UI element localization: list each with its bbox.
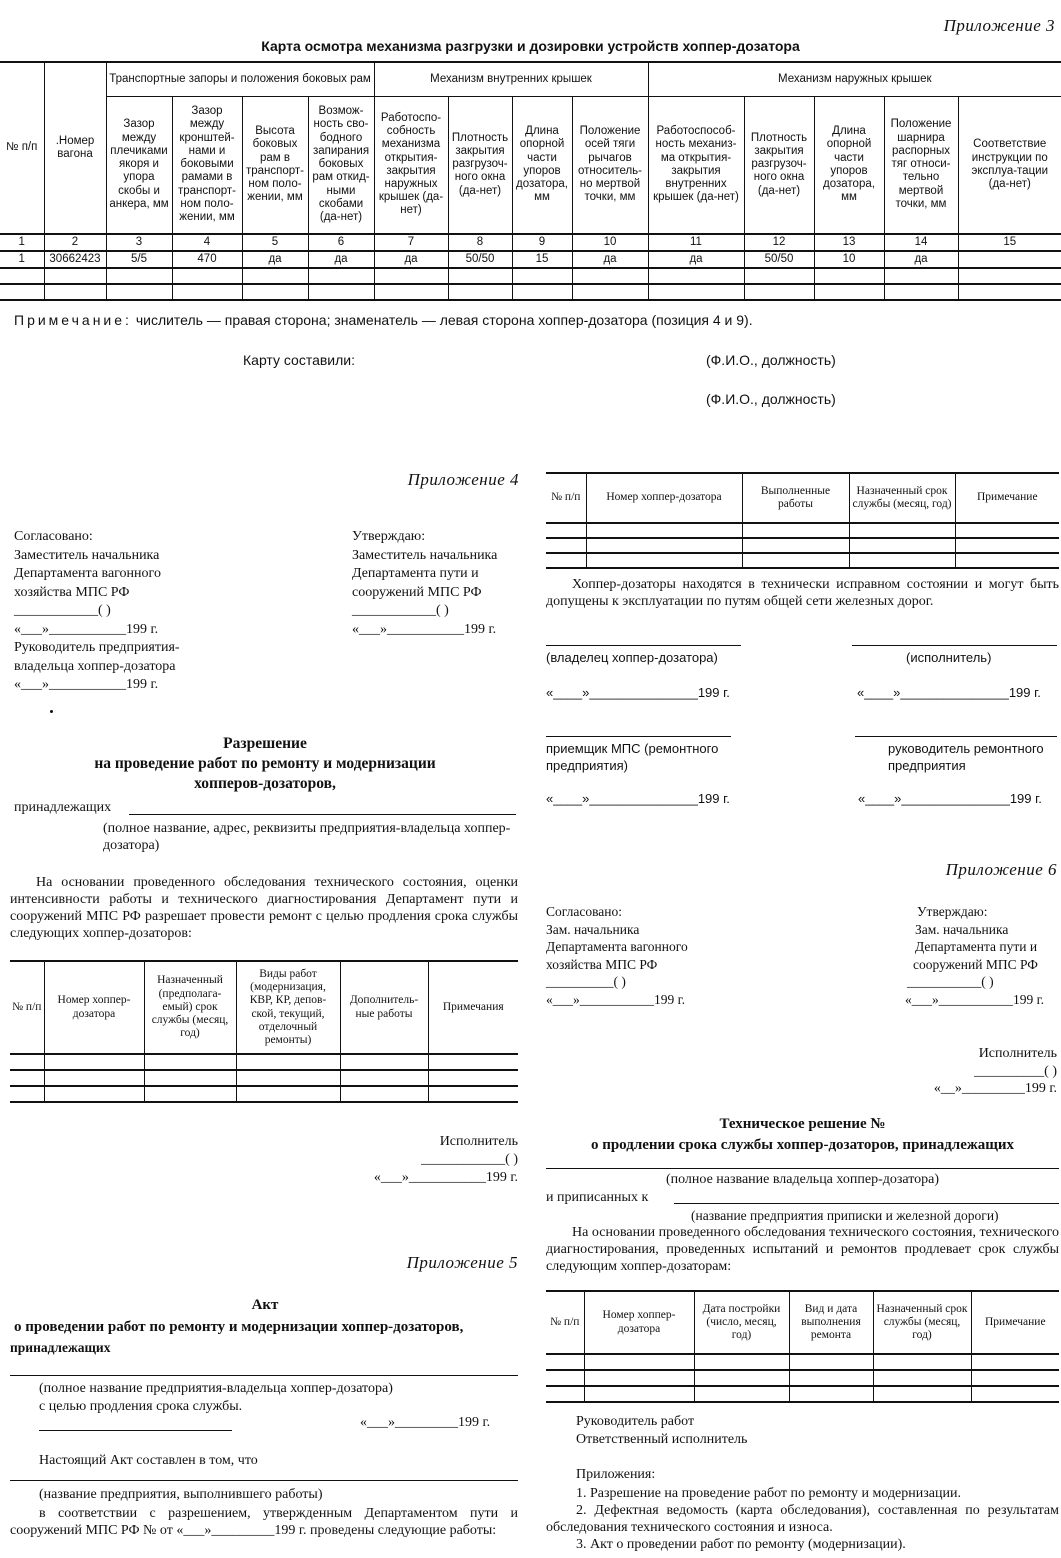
agreed-line: Департамента вагонного <box>14 566 161 581</box>
col-header: Примечание <box>955 473 1059 523</box>
table-row <box>546 1370 1059 1386</box>
annex5-performer-hint: (название предприятия, выполнившего работы) <box>39 1487 323 1502</box>
fio-1: (Ф.И.О., должность) <box>706 352 836 368</box>
cell: 470 <box>172 251 242 268</box>
approve-signature: ___________( ) <box>907 974 994 989</box>
approve-signature: ____________( ) <box>352 603 449 618</box>
head-of-works: Руководитель работ <box>576 1414 695 1429</box>
technical-decision-table <box>546 1290 1059 1403</box>
annex4-label: Приложение 4 <box>407 470 519 489</box>
signature-role-owner: (владелец хоппер-дозатора) <box>546 650 718 665</box>
col-header: Примечание <box>971 1291 1059 1354</box>
cell: да <box>648 251 744 268</box>
group-header-transport: Транспортные запоры и положения боковых рам <box>106 62 374 96</box>
annex5-conclusion: Хоппер-дозаторы находятся в технически исправном состоянии и могут быть допущены к эксплуатации по путям общей сети железных дорог. <box>546 577 1059 609</box>
approve-line: Департамента пути и <box>915 939 1038 954</box>
table-row <box>546 1386 1059 1402</box>
col-num: 10 <box>572 234 648 251</box>
executor-date: «__»_________199 г. <box>933 1081 1057 1096</box>
col-num: 11 <box>648 234 744 251</box>
col-num: 3 <box>106 234 172 251</box>
cell: 50/50 <box>448 251 512 268</box>
table-row <box>10 1070 518 1086</box>
agreed-signature: __________( ) <box>546 974 626 989</box>
col-header: Назначенный срок службы (месяц, год) <box>873 1291 971 1354</box>
annex4-agreed-block <box>14 528 180 695</box>
sign-line-repair-head[interactable] <box>855 736 1057 737</box>
col-header-13: Длина опорной части упоров дозатора, мм <box>814 96 884 234</box>
cell: да <box>572 251 648 268</box>
annex4-title <box>0 734 530 794</box>
note-label: Примечание: <box>14 312 132 328</box>
attachments-label: Приложения: <box>576 1467 656 1482</box>
annex6-owner-hint: (полное название владельца хоппер-дозатора) <box>665 1172 940 1187</box>
signature-date-inspector: «____»_______________199 г. <box>546 791 730 806</box>
col-header: № п/п <box>546 473 586 523</box>
annex5-paragraph: в соответствии с разрешением, утвержденным Департаментом пути и сооружений МПС РФ № от «___»_________199 г. проведены следующие работы: <box>10 1506 518 1538</box>
approve-date: «___»___________199 г. <box>352 621 497 637</box>
executor-signature: __________( ) <box>974 1063 1057 1079</box>
col-header-14: Положение шарнира распорных тяг относи-тельно мертвой точки, мм <box>884 96 958 234</box>
note-text: числитель — правая сторона; знаменатель — левая сторона хоппер-дозатора (позиция 4 и 9). <box>135 312 753 328</box>
col-header-9: Длина опорной части упоров дозатора, мм <box>512 96 572 234</box>
cell: 1 <box>0 251 44 268</box>
col-header: Назначенный (предполага-емый) срок службы (месяц, год) <box>144 961 236 1054</box>
approve-line: Департамента пути и <box>352 566 479 581</box>
col-num: 6 <box>308 234 374 251</box>
col-num: 14 <box>884 234 958 251</box>
cell: да <box>242 251 308 268</box>
cell: 15 <box>512 251 572 268</box>
annex6-label: Приложение 6 <box>945 860 1057 879</box>
col-header-12: Плотность закрытия разгрузоч-ного окна (да-нет) <box>744 96 814 234</box>
signature-date-repair-head: «____»_______________199 г. <box>858 791 1042 806</box>
col-header-3: Зазор между плечиками якоря и упора скобы и анкера, мм <box>106 96 172 234</box>
col-header: Примечания <box>428 961 518 1054</box>
title-line: хопперов-дозаторов, <box>194 775 336 792</box>
col-header: № п/п <box>10 961 44 1054</box>
approve-date: «___»___________199 г. <box>905 991 1045 1007</box>
owner-line: владельца хоппер-дозатора <box>14 658 176 674</box>
owner-blank[interactable] <box>546 1168 1059 1169</box>
annex4-executor-block <box>374 1133 518 1187</box>
annex4-paragraph: На основании проведенного обследования технического состояния, оценки интенсивности работы и технического диагностирования Департамент пути и сооружений МПС РФ разрешает провести ремонт с целью продления срока службы следующих хоппер-дозаторов: <box>10 875 518 941</box>
act-table <box>546 472 1059 569</box>
col-num: 5 <box>242 234 308 251</box>
table-row <box>546 523 1059 538</box>
table-row <box>0 284 1061 300</box>
annex4-belonging-hint: (полное название, адрес, реквизиты предприятия-владельца хоппер-дозатора) <box>103 821 511 853</box>
cell <box>958 251 1061 268</box>
approve-line: Заместитель начальника <box>352 547 498 563</box>
owner-blank[interactable] <box>10 1375 518 1376</box>
annex5-belonging: принадлежащих <box>10 1340 111 1355</box>
col-header: № п/п <box>546 1291 584 1354</box>
table-row <box>546 1354 1059 1370</box>
annex6-paragraph: На основании проведенного обследования технического состояния, технического диагностирования, проведенных испытаний и ремонтов продлевает срок службы следующим хоппер-дозаторам: <box>546 1225 1059 1274</box>
col-header: Дата постройки (число, месяц, год) <box>694 1291 789 1354</box>
purpose-blank[interactable] <box>39 1430 232 1431</box>
permission-table <box>10 960 518 1103</box>
col-header: Дополнитель-ные работы <box>340 961 428 1054</box>
annex6-agreed-block <box>546 903 688 1008</box>
col-header: Выполненные работы <box>742 473 849 523</box>
annex5-title: Акт <box>251 1297 279 1313</box>
annex6-approve-block <box>905 903 1044 1008</box>
group-header-outer: Механизм наружных крышек <box>648 62 1061 96</box>
annex3-note <box>14 312 753 329</box>
col-header: Номер хоппер-дозатора <box>44 961 144 1054</box>
col-header: Номер хоппер-дозатора <box>586 473 742 523</box>
approve-line: сооружений МПС РФ <box>913 956 1038 972</box>
col-header-6: Возмож-ность сво-бодного запирания боковых рам откид-ными скобами (да-нет) <box>308 96 374 234</box>
agreed-date: «___»___________199 г. <box>14 621 159 637</box>
annex6-assigned: и приписанных к <box>546 1190 649 1205</box>
col-header-8: Плотность закрытия разгрузоч-ного окна (да-нет) <box>448 96 512 234</box>
col-header: Вид и дата выполнения ремонта <box>789 1291 873 1354</box>
col-header-2: .Номер вагона <box>44 62 106 234</box>
belonging-blank[interactable] <box>129 814 516 815</box>
col-header-4: Зазор между кронштей-нами и боковыми рамами в транспорт-ном поло-жении, мм <box>172 96 242 234</box>
executor-label: Исполнитель <box>978 1046 1057 1061</box>
annex3-title: Карта осмотра механизма разгрузки и дозировки устройств хоппер-дозатора <box>261 38 800 54</box>
cell: да <box>374 251 448 268</box>
cell: да <box>308 251 374 268</box>
title-line: на проведение работ по ремонту и модернизации <box>94 755 436 772</box>
col-num: 9 <box>512 234 572 251</box>
signature-date-executor: «____»_______________199 г. <box>857 685 1041 700</box>
agreed-line: Заместитель начальника <box>14 547 160 563</box>
executor-label: Исполнитель <box>439 1134 518 1149</box>
signature-role-executor: (исполнитель) <box>906 650 992 665</box>
annex5-purpose: с целью продления срока службы. <box>39 1399 243 1414</box>
responsible-executor: Ответственный исполнитель <box>576 1432 748 1447</box>
agreed-line: хозяйства МПС РФ <box>14 584 130 600</box>
signature-role-inspector: приемщик МПС (ремонтного предприятия) <box>546 741 719 773</box>
agreed-line: Согласовано: <box>546 904 622 919</box>
attachment-item-1: 1. Разрешение на проведение работ по ремонту и модернизации. <box>576 1486 961 1501</box>
signature-role-repair-head: руководитель ремонтного предприятия <box>888 741 1044 773</box>
annex5-date: «___»_________199 г. <box>360 1415 491 1430</box>
col-header: Номер хоппер-дозатора <box>584 1291 694 1354</box>
agreed-line: хозяйства МПС РФ <box>546 956 658 972</box>
title-line: Разрешение <box>223 735 307 752</box>
col-header: Виды работ (модернизация, КВР, КР, депов-ской, текущий, отделочный ремонты) <box>236 961 340 1054</box>
col-header-7: Работоспо-собность механизма открытия-закрытия наружных крышек (да-нет) <box>374 96 448 234</box>
agreed-line: Согласовано: <box>14 529 93 544</box>
col-header-5: Высота боковых рам в транспорт-ном поло-жении, мм <box>242 96 308 234</box>
approve-line: Утверждаю: <box>917 904 988 919</box>
col-num: 4 <box>172 234 242 251</box>
cell: да <box>884 251 958 268</box>
performer-blank[interactable] <box>10 1480 518 1481</box>
sign-line-inspector[interactable] <box>546 736 731 737</box>
col-num: 15 <box>958 234 1061 251</box>
assigned-blank[interactable] <box>674 1203 1059 1204</box>
col-header-11: Работоспособ-ность механиз-ма открытия-закрытия внутренних крышек (да-нет) <box>648 96 744 234</box>
col-num: 1 <box>0 234 44 251</box>
col-header-10: Положение осей тяги рычагов относитель-но мертвой точки, мм <box>572 96 648 234</box>
annex5-label: Приложение 5 <box>406 1253 518 1272</box>
annex4-approve-block <box>352 528 497 639</box>
column-numbers-row <box>0 234 1061 251</box>
attachment-item-3: 3. Акт о проведении работ по ремонту (модернизации). <box>576 1537 906 1552</box>
table-row <box>10 1086 518 1102</box>
annex6-title: Техническое решение № <box>719 1116 886 1132</box>
cell-wagon-number: 30662423 <box>44 251 106 268</box>
executor-signature: ____________( ) <box>421 1152 518 1167</box>
table-row <box>0 251 1061 268</box>
approve-line: сооружений МПС РФ <box>352 584 482 600</box>
table-row <box>0 268 1061 284</box>
annex6-signatories <box>576 1413 747 1449</box>
annex5-subtitle: о проведении работ по ремонту и модернизации хоппер-дозаторов, <box>14 1319 464 1335</box>
annex5-act-text: Настоящий Акт составлен в том, что <box>39 1453 258 1468</box>
table-row <box>10 1054 518 1070</box>
cell: 10 <box>814 251 884 268</box>
annex3-label: Приложение 3 <box>943 16 1055 35</box>
owner-date: «___»___________199 г. <box>14 677 159 692</box>
inspection-card-table <box>0 61 1061 301</box>
group-header-inner: Механизм внутренних крышек <box>374 62 648 96</box>
col-header-15: Соответствие инструкции по эксплуа-тации (да-нет) <box>958 96 1061 234</box>
annex6-subtitle: о продлении срока службы хоппер-дозаторов, принадлежащих <box>590 1137 1015 1153</box>
col-num: 12 <box>744 234 814 251</box>
annex4-belonging: принадлежащих <box>14 800 112 815</box>
stray-dot <box>50 710 53 713</box>
approve-line: Утверждаю: <box>352 529 426 544</box>
agreed-line: Департамента вагонного <box>546 939 688 954</box>
agreed-date: «___»___________199 г. <box>546 991 686 1007</box>
col-num: 13 <box>814 234 884 251</box>
signature-date-owner: «____»_______________199 г. <box>546 685 730 700</box>
col-num: 8 <box>448 234 512 251</box>
sign-line-owner[interactable] <box>546 645 741 646</box>
fio-2: (Ф.И.О., должность) <box>706 391 836 407</box>
owner-line: Руководитель предприятия- <box>14 640 180 655</box>
col-header-1: № п/п <box>0 62 44 234</box>
approve-line: Зам. начальника <box>915 921 1009 937</box>
cell: 5/5 <box>106 251 172 268</box>
annex5-owner-hint: (полное название предприятия-владельца хоппер-дозатора) <box>39 1381 393 1396</box>
executor-date: «___»___________199 г. <box>373 1170 518 1185</box>
table-row <box>546 538 1059 553</box>
annex6-assigned-hint: (название предприятия приписки и железной дороги) <box>691 1208 999 1223</box>
col-num: 7 <box>374 234 448 251</box>
compiled-by: Карту составили: <box>243 352 355 368</box>
agreed-signature: ____________( ) <box>14 603 111 618</box>
col-header: Назначенный срок службы (месяц, год) <box>849 473 955 523</box>
table-row <box>546 553 1059 568</box>
annex6-executor-block <box>934 1045 1057 1098</box>
cell: 50/50 <box>744 251 814 268</box>
sign-line-executor[interactable] <box>852 645 1057 646</box>
attachment-item-2: 2. Дефектная ведомость (карта обследования), составленная по результатам обследования технического состояния и износа. <box>546 1503 1059 1535</box>
col-num: 2 <box>44 234 106 251</box>
agreed-line: Зам. начальника <box>546 921 640 937</box>
